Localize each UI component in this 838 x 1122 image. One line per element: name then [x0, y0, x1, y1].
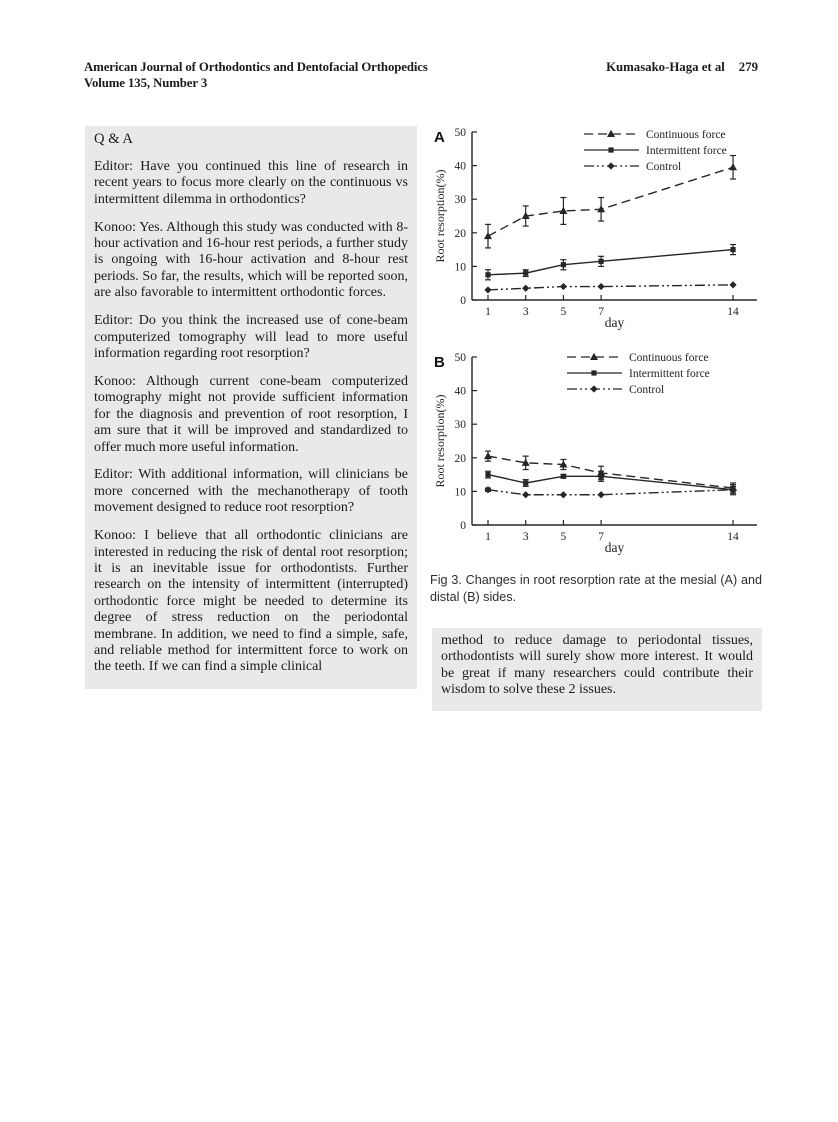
svg-text:5: 5 [560, 306, 567, 318]
running-head [606, 60, 758, 75]
qa-paragraph: Konoo: I believe that all orthodontic clinicians are interested in reducing the risk of dental root resorption; it is an inevitable issue for orthodontists. Further research on the intensity of intermittent (interrupted) orthodontic force might be needed to determine its degree of stress reduction on the periodontal membrane. In addition, we need to find a simple, safe, and reliable method for intermittent force to work on the teeth. If we can find a simple clinical [94, 528, 408, 675]
svg-text:7: 7 [598, 531, 604, 543]
svg-text:0: 0 [460, 295, 466, 307]
qa-paragraph: Editor: Do you think the increased use of cone-beam computerized tomography will lead to more useful information regarding root resorption? [94, 313, 408, 361]
svg-text:Control: Control [629, 384, 665, 396]
svg-text:10: 10 [454, 486, 466, 499]
svg-text:50: 50 [454, 352, 466, 364]
svg-text:40: 40 [454, 385, 466, 398]
running-head-authors: Kumasako-Haga et al [606, 60, 725, 74]
journal-title: American Journal of Orthodontics and Dentofacial Orthopedics [84, 60, 428, 74]
speaker-label: Editor: [94, 313, 139, 329]
svg-text:day: day [604, 540, 625, 555]
svg-text:1: 1 [485, 306, 491, 318]
svg-text:1: 1 [485, 531, 491, 543]
svg-text:50: 50 [454, 127, 466, 139]
svg-text:Root resorption(%): Root resorption(%) [433, 394, 447, 488]
svg-text:Continuous force: Continuous force [629, 352, 709, 364]
svg-text:Continuous force: Continuous force [646, 129, 726, 141]
chart-panel-b [432, 347, 762, 560]
speaker-label: Konoo: [94, 528, 145, 544]
svg-text:3: 3 [522, 306, 529, 318]
qa-paragraph: Editor: With additional information, will clinicians be more concerned with the mechanotherapy of tooth movement designed to reduce root resorption? [94, 467, 408, 516]
svg-text:14: 14 [727, 531, 739, 543]
journal-volume: Volume 135, Number 3 [84, 75, 208, 90]
svg-text:0: 0 [460, 520, 466, 532]
qa-paragraph: Editor: Have you continued this line of research in recent years to focus more clearly on the continuous vs intermittent dilemma in orthodontics? [94, 158, 408, 207]
svg-text:Control: Control [646, 161, 682, 173]
svg-text:14: 14 [727, 306, 739, 318]
svg-text:3: 3 [522, 531, 529, 543]
svg-text:A: A [434, 129, 445, 146]
speaker-label: Konoo: [94, 373, 146, 389]
qa-paragraph: Konoo: Yes. Although this study was conducted with 8-hour activation and 16-hour rest periods, a further study is ongoing with 16-hour activation and 8-hour rest periods. So far, the results, which will be reported soon, are also favorable to intermittent orthodontic forces. [94, 219, 408, 301]
svg-text:5: 5 [560, 531, 567, 543]
page-number: 279 [738, 60, 758, 74]
svg-text:20: 20 [454, 227, 466, 240]
svg-text:Intermittent force: Intermittent force [629, 368, 710, 380]
speaker-label: Editor: [94, 467, 139, 483]
speaker-label: Konoo: [94, 219, 140, 235]
svg-text:10: 10 [454, 261, 466, 274]
chart-panel-a [432, 122, 762, 335]
qa-text-block [85, 126, 417, 689]
svg-text:30: 30 [454, 419, 466, 432]
qa-paragraph: Konoo: Although current cone-beam computerized tomography might not provide sufficient information for the diagnosis and prevention of root resorption, I am sure that it will be improved and standardized to offer much more useful information. [94, 373, 408, 455]
continuation-text-block: method to reduce damage to periodontal tissues, orthodontists will surely show more interest. It would be great if many researchers could contribute their wisdom to solve these 2 issues. [432, 628, 762, 711]
speaker-label: Editor: [94, 158, 141, 174]
qa-paragraphs [94, 159, 408, 676]
svg-text:30: 30 [454, 194, 466, 207]
svg-text:20: 20 [454, 452, 466, 465]
qa-title: Q & A [94, 131, 133, 147]
svg-text:7: 7 [598, 306, 604, 318]
figure-caption: Fig 3. Changes in root resorption rate at the mesial (A) and distal (B) sides. [430, 573, 762, 604]
svg-text:40: 40 [454, 160, 466, 173]
journal-header [84, 60, 428, 91]
svg-text:Root resorption(%): Root resorption(%) [433, 169, 447, 263]
svg-text:Intermittent force: Intermittent force [646, 145, 727, 157]
svg-text:B: B [434, 354, 445, 371]
svg-text:day: day [604, 315, 625, 330]
